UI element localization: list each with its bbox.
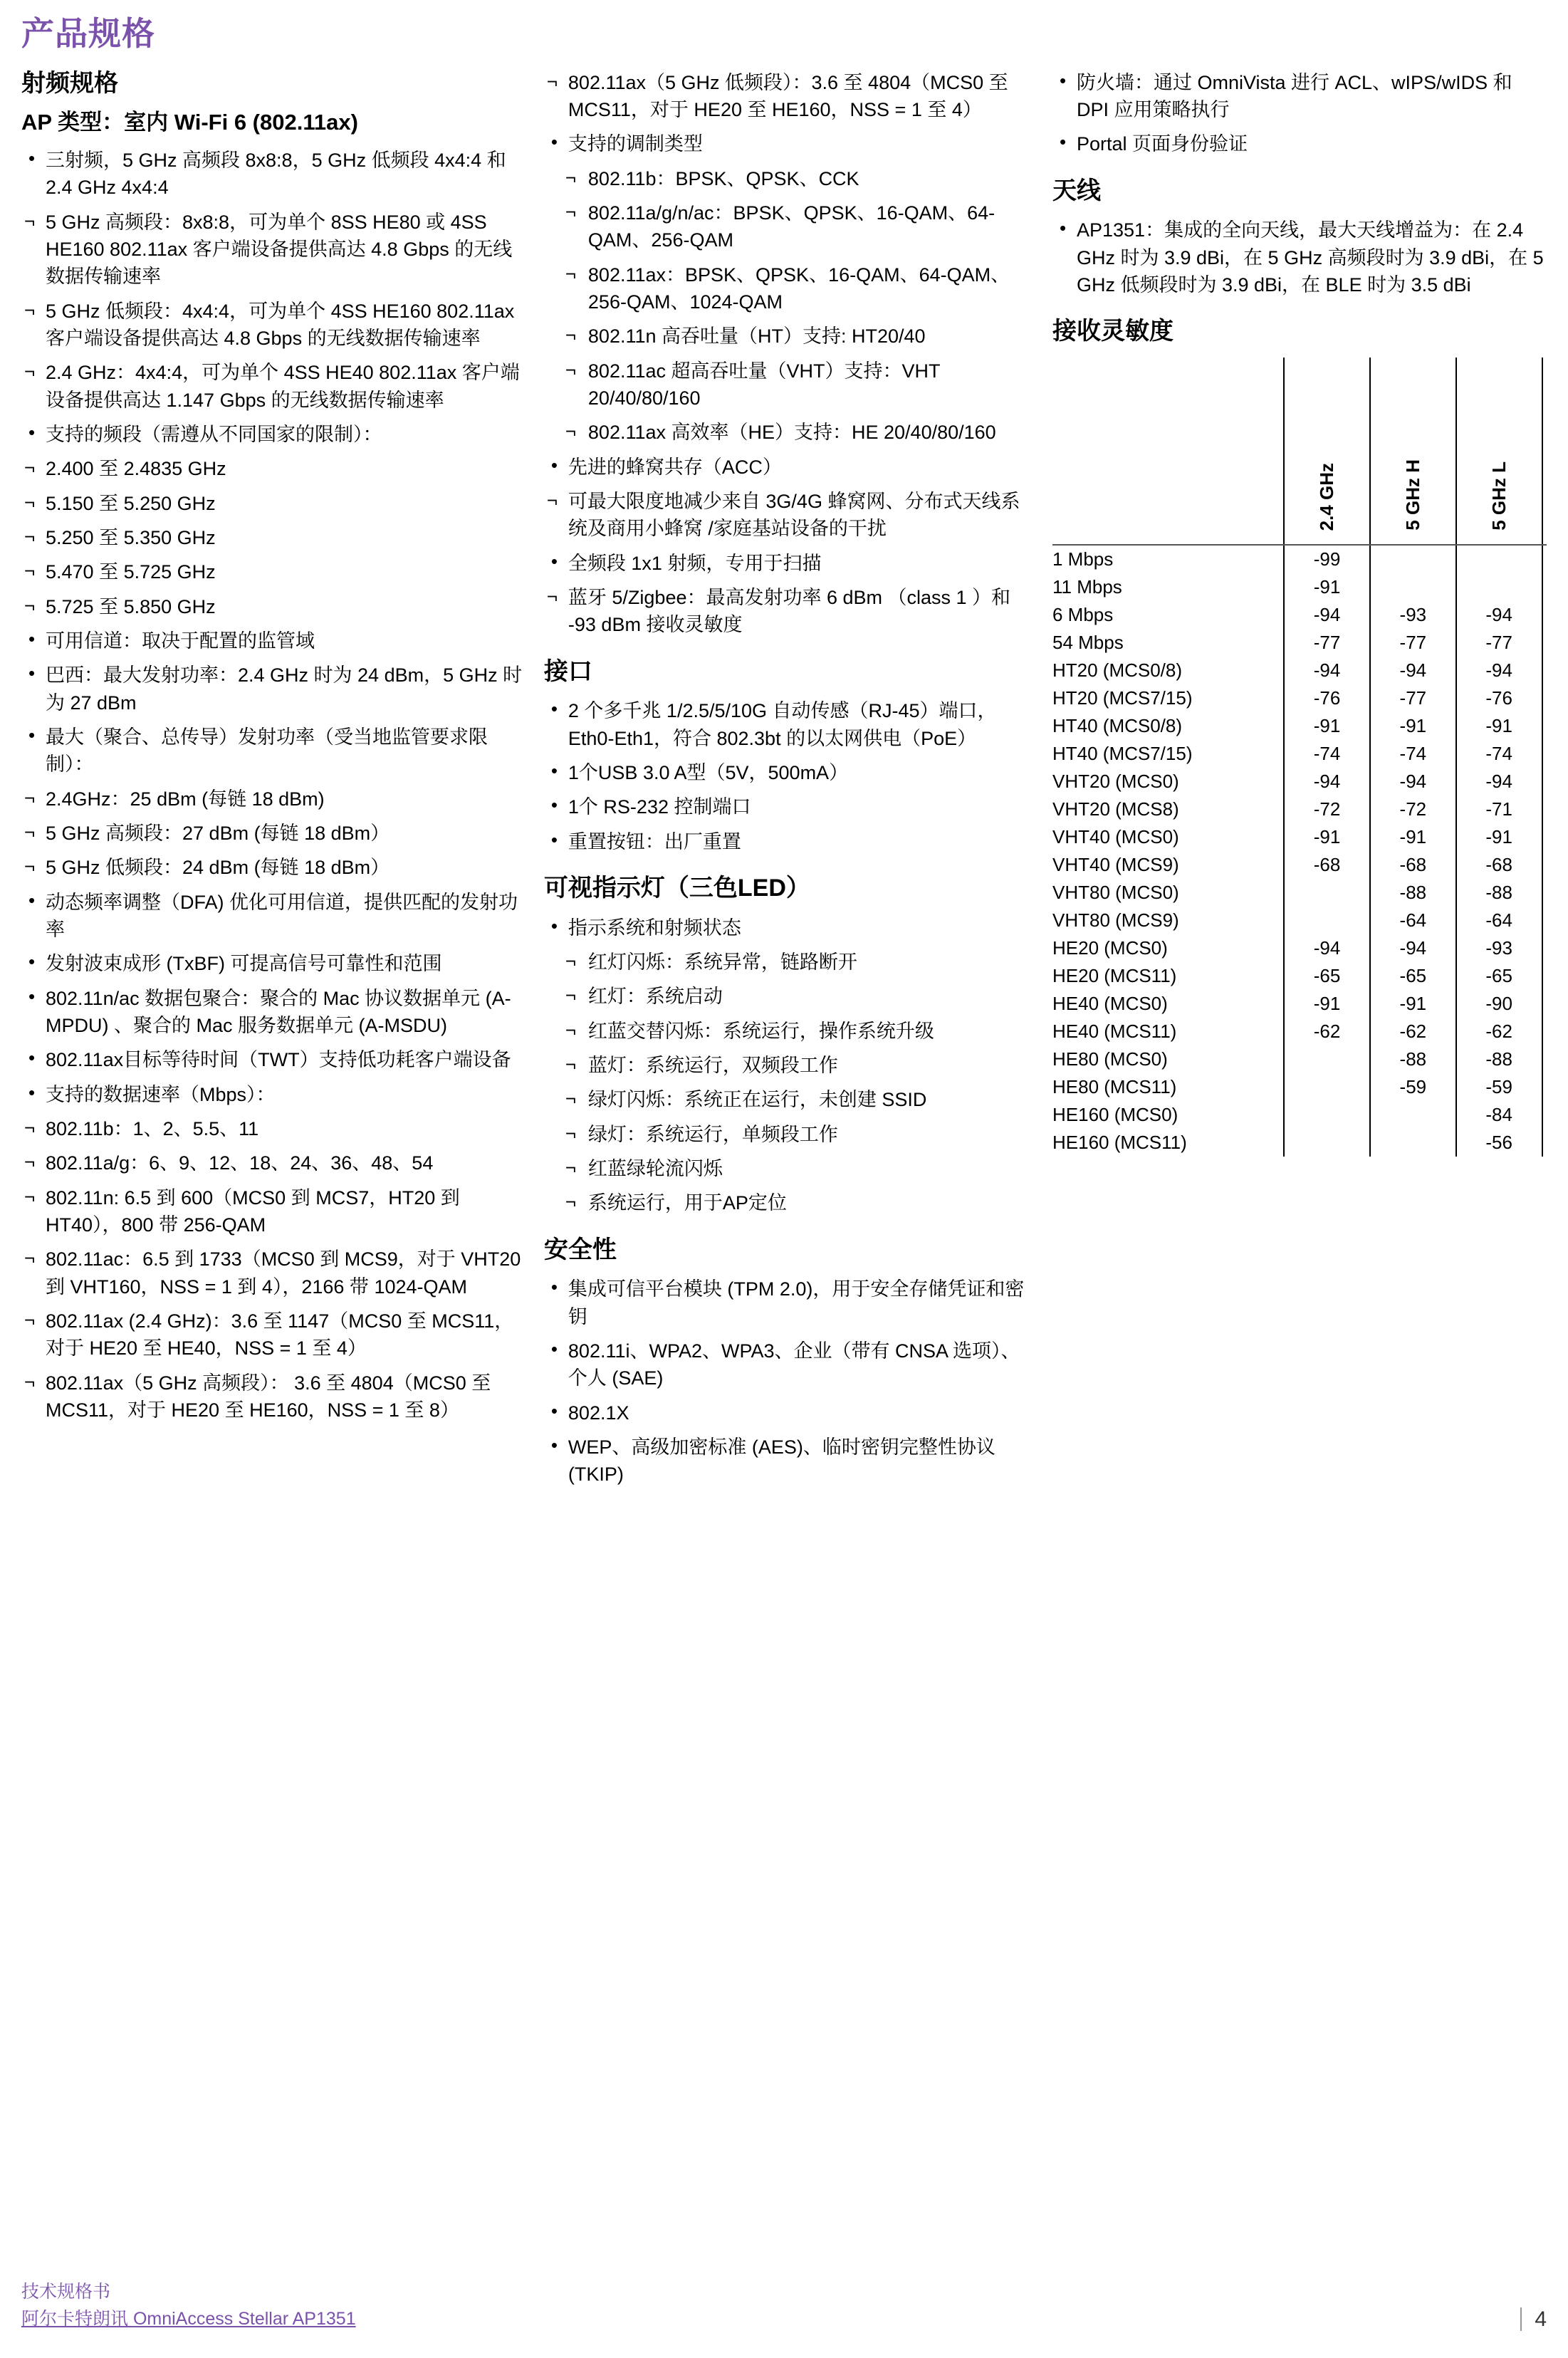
- list-item: • 重置按钮：出厂重置: [544, 828, 1033, 855]
- list-item: ¬ 红蓝交替闪烁：系统运行，操作系统升级: [544, 1018, 1033, 1045]
- page-number: 4: [1520, 2307, 1547, 2331]
- table-column-header-label: 5 GHz H: [1401, 459, 1423, 531]
- list-item: • 最大（聚合、总传导）发射功率（受当地监管要求限制）：: [21, 724, 524, 778]
- table-row-label: HT40 (MCS0/8): [1052, 715, 1183, 737]
- table-row: [1052, 657, 1547, 684]
- table-row-label: 1 Mbps: [1052, 548, 1114, 570]
- list-item: • 1个 RS-232 控制端口: [544, 793, 1033, 820]
- footer-doc-info: [21, 2279, 1547, 2332]
- list-item: ¬ 802.11b：BPSK、QPSK、CCK: [544, 165, 1033, 192]
- table-header: [1052, 358, 1547, 545]
- table-cell: -77: [1370, 684, 1456, 712]
- table-cell: -77: [1284, 629, 1370, 657]
- list-item: • 802.11n/ac 数据包聚合：聚合的 Mac 协议数据单元 (A-MPDU) 、聚合的 Mac 服务数据单元 (A-MSDU): [21, 985, 524, 1040]
- table-cell: -68: [1284, 851, 1370, 879]
- table-cell: -65: [1456, 962, 1542, 990]
- table-cell: [1370, 1101, 1456, 1129]
- table-row: [1052, 962, 1547, 990]
- list-item: ¬ 802.11ax (2.4 GHz)：3.6 至 1147（MCS0 至 MCS11，对于 HE20 至 HE40，NSS = 1 至 4）: [21, 1308, 524, 1362]
- receive-sensitivity-table: [1052, 358, 1547, 1157]
- table-row-right-edge: [1542, 1129, 1547, 1157]
- antenna-list: [1052, 217, 1547, 298]
- table-row: [1052, 851, 1547, 879]
- list-item: • 防火墙：通过 OmniVista 进行 ACL、wIPS/wIDS 和 DPI 应用策略执行: [1052, 69, 1547, 124]
- table-row-right-edge: [1542, 629, 1547, 657]
- column-antenna-sensitivity: [1052, 69, 1547, 1157]
- table-cell: -68: [1456, 851, 1542, 879]
- list-item: • 巴西：最大发射功率：2.4 GHz 时为 24 dBm，5 GHz 时为 27 dBm: [21, 662, 524, 716]
- table-cell: -59: [1456, 1073, 1542, 1101]
- list-item: ¬ 5.470 至 5.725 GHz: [21, 558, 524, 585]
- table-cell: -94: [1284, 768, 1370, 795]
- table-row-label: HE160 (MCS11): [1052, 1132, 1187, 1154]
- table-row-right-edge: [1542, 795, 1547, 823]
- table-row: [1052, 684, 1547, 712]
- page-footer: [21, 2279, 1547, 2332]
- table-row-right-edge: [1542, 1101, 1547, 1129]
- list-item: ¬ 5.150 至 5.250 GHz: [21, 490, 524, 517]
- table-cell: [1370, 573, 1456, 601]
- table-cell: -94: [1284, 657, 1370, 684]
- table-cell: -88: [1370, 1045, 1456, 1073]
- table-cell: -99: [1284, 545, 1370, 573]
- subsection-title-ap-type: AP 类型：室内 Wi-Fi 6 (802.11ax): [21, 110, 358, 135]
- section-title-sensitivity: 接收灵敏度: [1052, 318, 1174, 345]
- table-row-right-edge: [1542, 768, 1547, 795]
- table-row-label: HE40 (MCS0): [1052, 993, 1168, 1015]
- list-item: • 可用信道：取决于配置的监管域: [21, 627, 524, 654]
- table-row-label: VHT40 (MCS9): [1052, 854, 1179, 876]
- table-cell: -71: [1456, 795, 1542, 823]
- list-item: • 全频段 1x1 射频，专用于扫描: [544, 550, 1033, 577]
- section-title-antenna: 天线: [1052, 177, 1101, 204]
- section-title-led: 可视指示灯（三色LED）: [543, 874, 810, 902]
- table-cell: -94: [1284, 934, 1370, 962]
- table-row: [1052, 601, 1547, 629]
- table-row-label: VHT20 (MCS8): [1052, 798, 1179, 820]
- table-row: [1052, 879, 1547, 907]
- table-row-label: VHT80 (MCS9): [1052, 909, 1179, 932]
- table-column-header: [1456, 358, 1542, 545]
- rf-spec-list: [21, 147, 524, 1424]
- page-title: 产品规格: [21, 15, 155, 52]
- table-cell: -94: [1456, 601, 1542, 629]
- list-item: • 三射频，5 GHz 高频段 8x8:8，5 GHz 低频段 4x4:4 和 2.4 GHz 4x4:4: [21, 147, 524, 202]
- section-title-security: 安全性: [543, 1236, 617, 1263]
- table-cell: -64: [1370, 907, 1456, 934]
- list-item: ¬ 蓝灯：系统运行，双频段工作: [544, 1052, 1033, 1079]
- table-cell: -91: [1284, 823, 1370, 851]
- table-cell: [1284, 1101, 1370, 1129]
- led-list: [544, 914, 1033, 1217]
- table-cell: -76: [1284, 684, 1370, 712]
- table-cell: -64: [1456, 907, 1542, 934]
- table-cell: -93: [1370, 601, 1456, 629]
- list-item: • 1个USB 3.0 A型（5V，500mA）: [544, 759, 1033, 786]
- table-row-right-edge: [1542, 934, 1547, 962]
- table-row-right-edge: [1542, 740, 1547, 768]
- modulation-list: [544, 69, 1033, 639]
- table-cell: -76: [1456, 684, 1542, 712]
- table-cell: -65: [1370, 962, 1456, 990]
- table-body: [1052, 545, 1547, 1157]
- list-item: • Portal 页面身份验证: [1052, 130, 1547, 157]
- list-item: • 支持的数据速率（Mbps）：: [21, 1081, 524, 1108]
- table-row: [1052, 545, 1547, 573]
- table-cell: -59: [1370, 1073, 1456, 1101]
- list-item: ¬ 绿灯闪烁：系统正在运行，未创建 SSID: [544, 1086, 1033, 1113]
- table-row-right-edge: [1542, 823, 1547, 851]
- table-row-right-edge: [1542, 657, 1547, 684]
- list-item: ¬ 2.400 至 2.4835 GHz: [21, 455, 524, 482]
- table-row-label: HT40 (MCS7/15): [1052, 743, 1193, 765]
- table-row-label: 11 Mbps: [1052, 576, 1122, 598]
- list-item: ¬ 802.11ax（5 GHz 高频段）： 3.6 至 4804（MCS0 至 MCS11，对于 HE20 至 HE160，NSS = 1 至 8）: [21, 1370, 524, 1424]
- table-cell: -77: [1370, 629, 1456, 657]
- list-item: ¬ 5 GHz 低频段：24 dBm (每链 18 dBm）: [21, 854, 524, 881]
- footer-line-2[interactable]: 阿尔卡特朗讯 OmniAccess Stellar AP1351: [21, 2308, 356, 2329]
- list-item: • 先进的蜂窝共存（ACC）: [544, 454, 1033, 481]
- list-item: ¬ 802.11a/g/n/ac：BPSK、QPSK、16-QAM、64-QAM、256-QAM: [544, 199, 1033, 254]
- table-cell: -74: [1456, 740, 1542, 768]
- table-column-header: [1370, 358, 1456, 545]
- table-row-label: HE160 (MCS0): [1052, 1104, 1178, 1126]
- table-row-right-edge: [1542, 684, 1547, 712]
- table-row-label: HE20 (MCS11): [1052, 965, 1177, 987]
- table-cell: -94: [1370, 657, 1456, 684]
- interface-list: [544, 697, 1033, 855]
- table-row: [1052, 740, 1547, 768]
- table-cell: -88: [1456, 1045, 1542, 1073]
- table-cell: -94: [1456, 657, 1542, 684]
- list-item: • 支持的频段（需遵从不同国家的限制）：: [21, 421, 524, 448]
- table-cell: -68: [1370, 851, 1456, 879]
- table-row: [1052, 1045, 1547, 1073]
- table-row: [1052, 1018, 1547, 1045]
- list-item: ¬ 802.11ac 超高吞吐量（VHT）支持：VHT 20/40/80/160: [544, 358, 1033, 412]
- list-item: • 集成可信平台模块 (TPM 2.0)，用于安全存储凭证和密钥: [544, 1275, 1033, 1330]
- table-row-label: HT20 (MCS7/15): [1052, 687, 1193, 709]
- list-item: • 支持的调制类型: [544, 130, 1033, 157]
- table-row: [1052, 907, 1547, 934]
- list-item: ¬ 2.4 GHz：4x4:4，可为单个 4SS HE40 802.11ax 客户端设备提供高达 1.147 Gbps 的无线数据传输速率: [21, 359, 524, 414]
- table-row-label: HT20 (MCS0/8): [1052, 659, 1183, 682]
- table-row-label: VHT80 (MCS0): [1052, 882, 1179, 904]
- list-item: ¬ 802.11ax：BPSK、QPSK、16-QAM、64-QAM、256-QAM、1024-QAM: [544, 261, 1033, 316]
- list-item: ¬ 802.11n: 6.5 到 600（MCS0 到 MCS7，HT20 到 HT40），800 带 256-QAM: [21, 1184, 524, 1239]
- list-item: • 802.1X: [544, 1399, 1033, 1426]
- table-cell: -74: [1370, 740, 1456, 768]
- table-cell: -65: [1284, 962, 1370, 990]
- table-row-right-edge: [1542, 851, 1547, 879]
- list-item: ¬ 802.11n 高吞吐量（HT）支持: HT20/40: [544, 323, 1033, 350]
- table-cell: -93: [1456, 934, 1542, 962]
- table-row-right-edge: [1542, 712, 1547, 740]
- table-row: [1052, 990, 1547, 1018]
- table-cell: [1284, 1073, 1370, 1101]
- table-row: [1052, 1073, 1547, 1101]
- table-cell: [1456, 573, 1542, 601]
- table-row-label: HE40 (MCS11): [1052, 1021, 1177, 1043]
- table-cell: -91: [1370, 712, 1456, 740]
- table-cell: -94: [1370, 768, 1456, 795]
- list-item: ¬ 802.11ac：6.5 到 1733（MCS0 到 MCS9，对于 VHT20 到 VHT160，NSS = 1 到 4），2166 带 1024-QAM: [21, 1246, 524, 1300]
- table-cell: [1284, 907, 1370, 934]
- table-cell: -72: [1284, 795, 1370, 823]
- table-cell: [1284, 1045, 1370, 1073]
- list-item: • AP1351：集成的全向天线，最大天线增益为：在 2.4 GHz 时为 3.9 dBi，在 5 GHz 高频段时为 3.9 dBi，在 5 GHz 低频段时为 3.9 dBi，在 BLE 时为 3.5 dBi: [1052, 217, 1547, 298]
- table-cell: -77: [1456, 629, 1542, 657]
- table-row: [1052, 795, 1547, 823]
- list-item: • WEP、高级加密标准 (AES)、临时密钥完整性协议 (TKIP): [544, 1434, 1033, 1488]
- table-row-right-edge: [1542, 601, 1547, 629]
- table-cell: [1284, 1129, 1370, 1157]
- table-cell: [1456, 545, 1542, 573]
- list-item: ¬ 2.4GHz：25 dBm (每链 18 dBm): [21, 786, 524, 813]
- list-item: • 802.11ax目标等待时间（TWT）支持低功耗客户端设备: [21, 1046, 524, 1073]
- table-cell: [1370, 545, 1456, 573]
- table-row-right-edge: [1542, 962, 1547, 990]
- list-item: ¬ 红灯：系统启动: [544, 983, 1033, 1010]
- list-item: ¬ 红灯闪烁：系统异常，链路断开: [544, 949, 1033, 976]
- table-cell: -94: [1456, 768, 1542, 795]
- table-cell: -84: [1456, 1101, 1542, 1129]
- table-row: [1052, 823, 1547, 851]
- footer-line-1: 技术规格书: [21, 2282, 111, 2302]
- list-item: • 802.11i、WPA2、WPA3、企业（带有 CNSA 选项）、个人 (SAE): [544, 1337, 1033, 1392]
- table-corner-cell: [1052, 358, 1284, 545]
- table-cell: -72: [1370, 795, 1456, 823]
- list-item: ¬ 5.725 至 5.850 GHz: [21, 593, 524, 620]
- table-row-label: HE20 (MCS0): [1052, 937, 1168, 959]
- table-cell: -62: [1370, 1018, 1456, 1045]
- table-cell: [1370, 1129, 1456, 1157]
- list-item: ¬ 802.11a/g：6、9、12、18、24、36、48、54: [21, 1149, 524, 1177]
- table-row: [1052, 1129, 1547, 1157]
- table-cell: -91: [1370, 823, 1456, 851]
- table-row-right-edge: [1542, 573, 1547, 601]
- table-cell: -91: [1456, 712, 1542, 740]
- table-cell: -91: [1456, 823, 1542, 851]
- list-item: ¬ 802.11ax（5 GHz 低频段）：3.6 至 4804（MCS0 至 MCS11，对于 HE20 至 HE160，NSS = 1 至 4）: [544, 69, 1033, 124]
- table-row: [1052, 768, 1547, 795]
- section-title-interface: 接口: [543, 657, 592, 685]
- firewall-portal-list: [1052, 69, 1547, 158]
- table-right-edge: [1542, 358, 1547, 545]
- table-row-label: HE80 (MCS11): [1052, 1076, 1177, 1098]
- list-item: ¬ 5 GHz 高频段：27 dBm (每链 18 dBm）: [21, 820, 524, 847]
- security-list: [544, 1275, 1033, 1488]
- table-cell: -94: [1370, 934, 1456, 962]
- table-column-header: [1284, 358, 1370, 545]
- table-cell: [1284, 879, 1370, 907]
- table-column-header-label: 2.4 GHz: [1316, 462, 1338, 531]
- table-row: [1052, 934, 1547, 962]
- table-cell: -74: [1284, 740, 1370, 768]
- list-item: • 2 个多千兆 1/2.5/5/10G 自动传感（RJ-45）端口，Eth0-Eth1，符合 802.3bt 的以太网供电（PoE）: [544, 697, 1033, 752]
- table-row-right-edge: [1542, 1045, 1547, 1073]
- table-row-right-edge: [1542, 1073, 1547, 1101]
- table-cell: -91: [1284, 990, 1370, 1018]
- list-item: ¬ 蓝牙 5/Zigbee：最高发射功率 6 dBm （class 1 ）和 -93 dBm 接收灵敏度: [544, 584, 1033, 639]
- table-row: [1052, 712, 1547, 740]
- table-cell: -90: [1456, 990, 1542, 1018]
- table-cell: -62: [1456, 1018, 1542, 1045]
- table-row-label: 6 Mbps: [1052, 604, 1114, 626]
- list-item: ¬ 5 GHz 高频段：8x8:8，可为单个 8SS HE80 或 4SS HE160 802.11ax 客户端设备提供高达 4.8 Gbps 的无线数据传输速率: [21, 209, 524, 291]
- table-row: [1052, 573, 1547, 601]
- table-cell: -56: [1456, 1129, 1542, 1157]
- table-cell: -62: [1284, 1018, 1370, 1045]
- table-cell: -91: [1370, 990, 1456, 1018]
- table-cell: -88: [1456, 879, 1542, 907]
- list-item: • 指示系统和射频状态: [544, 914, 1033, 941]
- table-cell: -88: [1370, 879, 1456, 907]
- three-column-layout: [21, 69, 1547, 1496]
- list-item: ¬ 802.11ax 高效率（HE）支持：HE 20/40/80/160: [544, 419, 1033, 446]
- table-row-right-edge: [1542, 545, 1547, 573]
- list-item: ¬ 5 GHz 低频段：4x4:4，可为单个 4SS HE160 802.11ax 客户端设备提供高达 4.8 Gbps 的无线数据传输速率: [21, 298, 524, 353]
- section-title-rf: 射频规格: [21, 69, 118, 97]
- table-row-label: VHT20 (MCS0): [1052, 771, 1179, 793]
- table-column-header-label: 5 GHz L: [1488, 461, 1510, 531]
- table-row: [1052, 629, 1547, 657]
- list-item: ¬ 可最大限度地减少来自 3G/4G 蜂窝网、分布式天线系统及商用小蜂窝 /家庭基站设备的干扰: [544, 488, 1033, 543]
- column-radio-spec: [21, 69, 544, 1431]
- table-cell: -91: [1284, 712, 1370, 740]
- list-item: ¬ 红蓝绿轮流闪烁: [544, 1155, 1033, 1182]
- table-row-right-edge: [1542, 1018, 1547, 1045]
- table-header-row: [1052, 358, 1547, 545]
- list-item: ¬ 系统运行，用于AP定位: [544, 1189, 1033, 1216]
- list-item: ¬ 绿灯：系统运行，单频段工作: [544, 1121, 1033, 1148]
- table-row-right-edge: [1542, 879, 1547, 907]
- table-row: [1052, 1101, 1547, 1129]
- sensitivity-table-wrapper: [1052, 358, 1547, 1157]
- table-row-right-edge: [1542, 990, 1547, 1018]
- table-row-label: VHT40 (MCS0): [1052, 826, 1179, 848]
- table-row-right-edge: [1542, 907, 1547, 934]
- list-item: ¬ 5.250 至 5.350 GHz: [21, 524, 524, 551]
- table-cell: -94: [1284, 601, 1370, 629]
- list-item: • 发射波束成形 (TxBF) 可提高信号可靠性和范围: [21, 950, 524, 977]
- column-modulation-interface: [544, 69, 1052, 1496]
- table-row-label: HE80 (MCS0): [1052, 1048, 1168, 1070]
- list-item: • 动态频率调整（DFA) 优化可用信道，提供匹配的发射功率: [21, 889, 524, 944]
- table-cell: -91: [1284, 573, 1370, 601]
- table-row-label: 54 Mbps: [1052, 632, 1124, 654]
- list-item: ¬ 802.11b：1、2、5.5、11: [21, 1115, 524, 1142]
